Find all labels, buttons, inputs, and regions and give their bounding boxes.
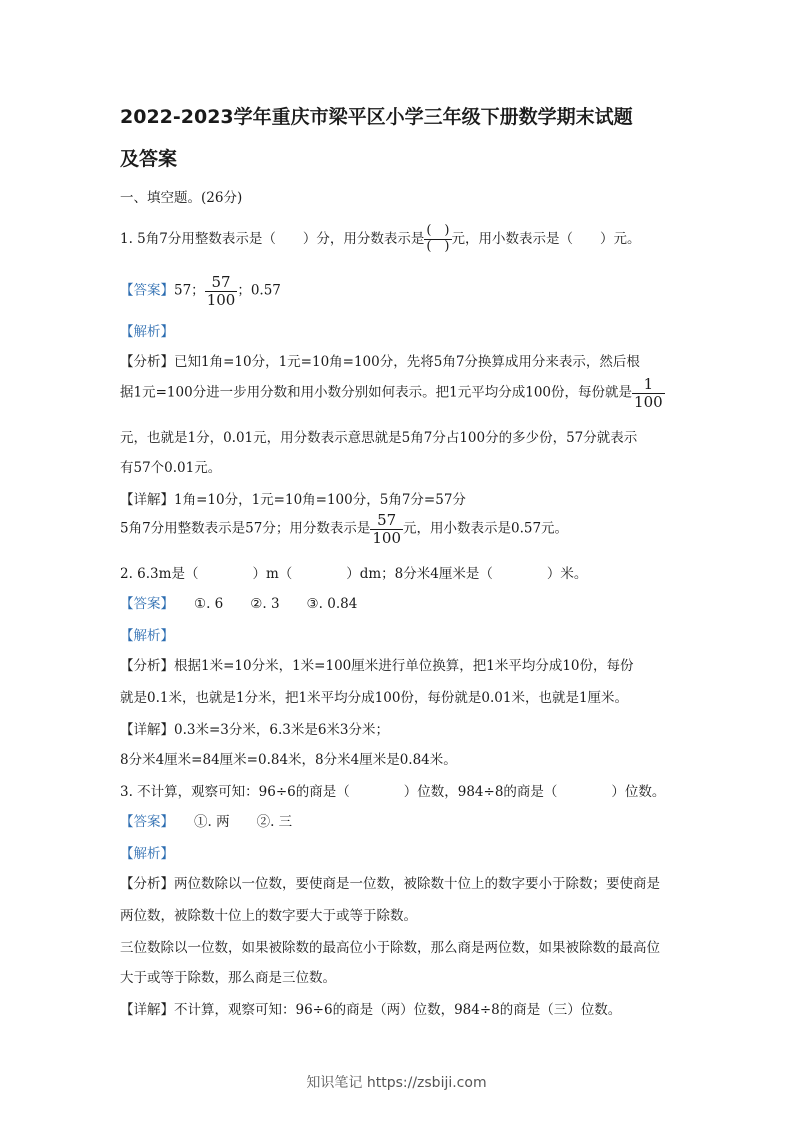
fraction: $\frac{57}{100}$ — [372, 511, 401, 547]
analysis-text: 有57个0.01元。 — [120, 460, 222, 476]
analysis-text: 就是0.1米，也就是1分米，把1米平均分成100份，每份就是0.01米，也就是1厘米。 — [120, 690, 629, 706]
analysis-text: 三位数除以一位数，如果被除数的最高位小于除数，那么商是两位数，如果被除数的最高位 — [120, 940, 660, 956]
answer-3: 【答案】 ①. 两 ②. 三 — [120, 814, 293, 830]
analysis-text: 【分析】两位数除以一位数，要使商是一位数，被除数十位上的数字要小于除数；要使商是 — [120, 876, 660, 892]
answer-label: 【答案】 — [120, 282, 174, 299]
detail-text: 【详解】不计算，观察可知：96÷6的商是（两）位数，984÷8的商是（三）位数。 — [120, 1002, 622, 1018]
analysis-label: 【解析】 — [120, 846, 174, 862]
analysis-text: 【分析】根据1米=10分米，1米=100厘米进行单位换算，把1米平均分成10份，每份 — [120, 658, 634, 674]
detail-text: 5角7分用整数表示是57分；用分数表示是 $\frac{57}{100}$ 元，用小数表示是0.57元。 — [120, 511, 569, 547]
section-heading: 一、填空题。(26分) — [120, 190, 243, 206]
fraction: $\frac{1}{100}$ — [634, 375, 663, 411]
answer-2: 【答案】 ①. 6 ②. 3 ③. 0.84 — [120, 596, 358, 612]
blank-fraction: $\frac{( )}{( )}$ — [426, 223, 450, 254]
analysis-text: 两位数，被除数十位上的数字要大于或等于除数。 — [120, 908, 417, 924]
detail-text: 8分米4厘米=84厘米=0.84米，8分米4厘米是0.84米。 — [120, 752, 457, 768]
analysis-text: 元，也就是1分，0.01元，用分数表示意思就是5角7分占100分的多少份，57分就表示 — [120, 430, 638, 446]
question-1 — [120, 224, 641, 255]
analysis-text: 【分析】已知1角=10分，1元=10角=100分，先将5角7分换算成用分来表示，然后根 — [120, 354, 640, 370]
question-1-text-b: 元，用小数表示是（ ）元。 — [451, 230, 641, 247]
question-2: 2. 6.3m是（ ）m（ ）dm；8分米4厘米是（ ）米。 — [120, 566, 588, 582]
analysis-text: 据1元=100分进一步用分数和用小数分别如何表示。把1元平均分成100份，每份就是 $\frac{1}{100}$ — [120, 375, 663, 411]
analysis-label: 【解析】 — [120, 324, 174, 340]
answer-1: 【答案】57； $\frac{57}{100}$ ；0.57 — [120, 273, 281, 309]
answer-label: 【答案】 — [120, 596, 174, 612]
footer-watermark: 知识笔记 https://zsbiji.com — [306, 1075, 487, 1091]
analysis-label: 【解析】 — [120, 628, 174, 644]
answer-fraction: $\frac{57}{100}$ — [206, 273, 236, 309]
detail-text: 【详解】1角=10分，1元=10角=100分，5角7分=57分 — [120, 492, 466, 508]
question-1-text-a: 1. 5角7分用整数表示是（ ）分，用分数表示是 — [120, 230, 425, 247]
page-title: 2022-2023学年重庆市梁平区小学三年级下册数学期末试题 — [120, 106, 633, 128]
analysis-text: 大于或等于除数，那么商是三位数。 — [120, 970, 336, 986]
page-title-continued: 及答案 — [120, 148, 178, 170]
answer-label: 【答案】 — [120, 814, 174, 830]
detail-text: 【详解】0.3米=3分米，6.3米是6米3分米； — [120, 722, 390, 738]
question-3: 3. 不计算，观察可知：96÷6的商是（ ）位数，984÷8的商是（ ）位数。 — [120, 784, 666, 800]
